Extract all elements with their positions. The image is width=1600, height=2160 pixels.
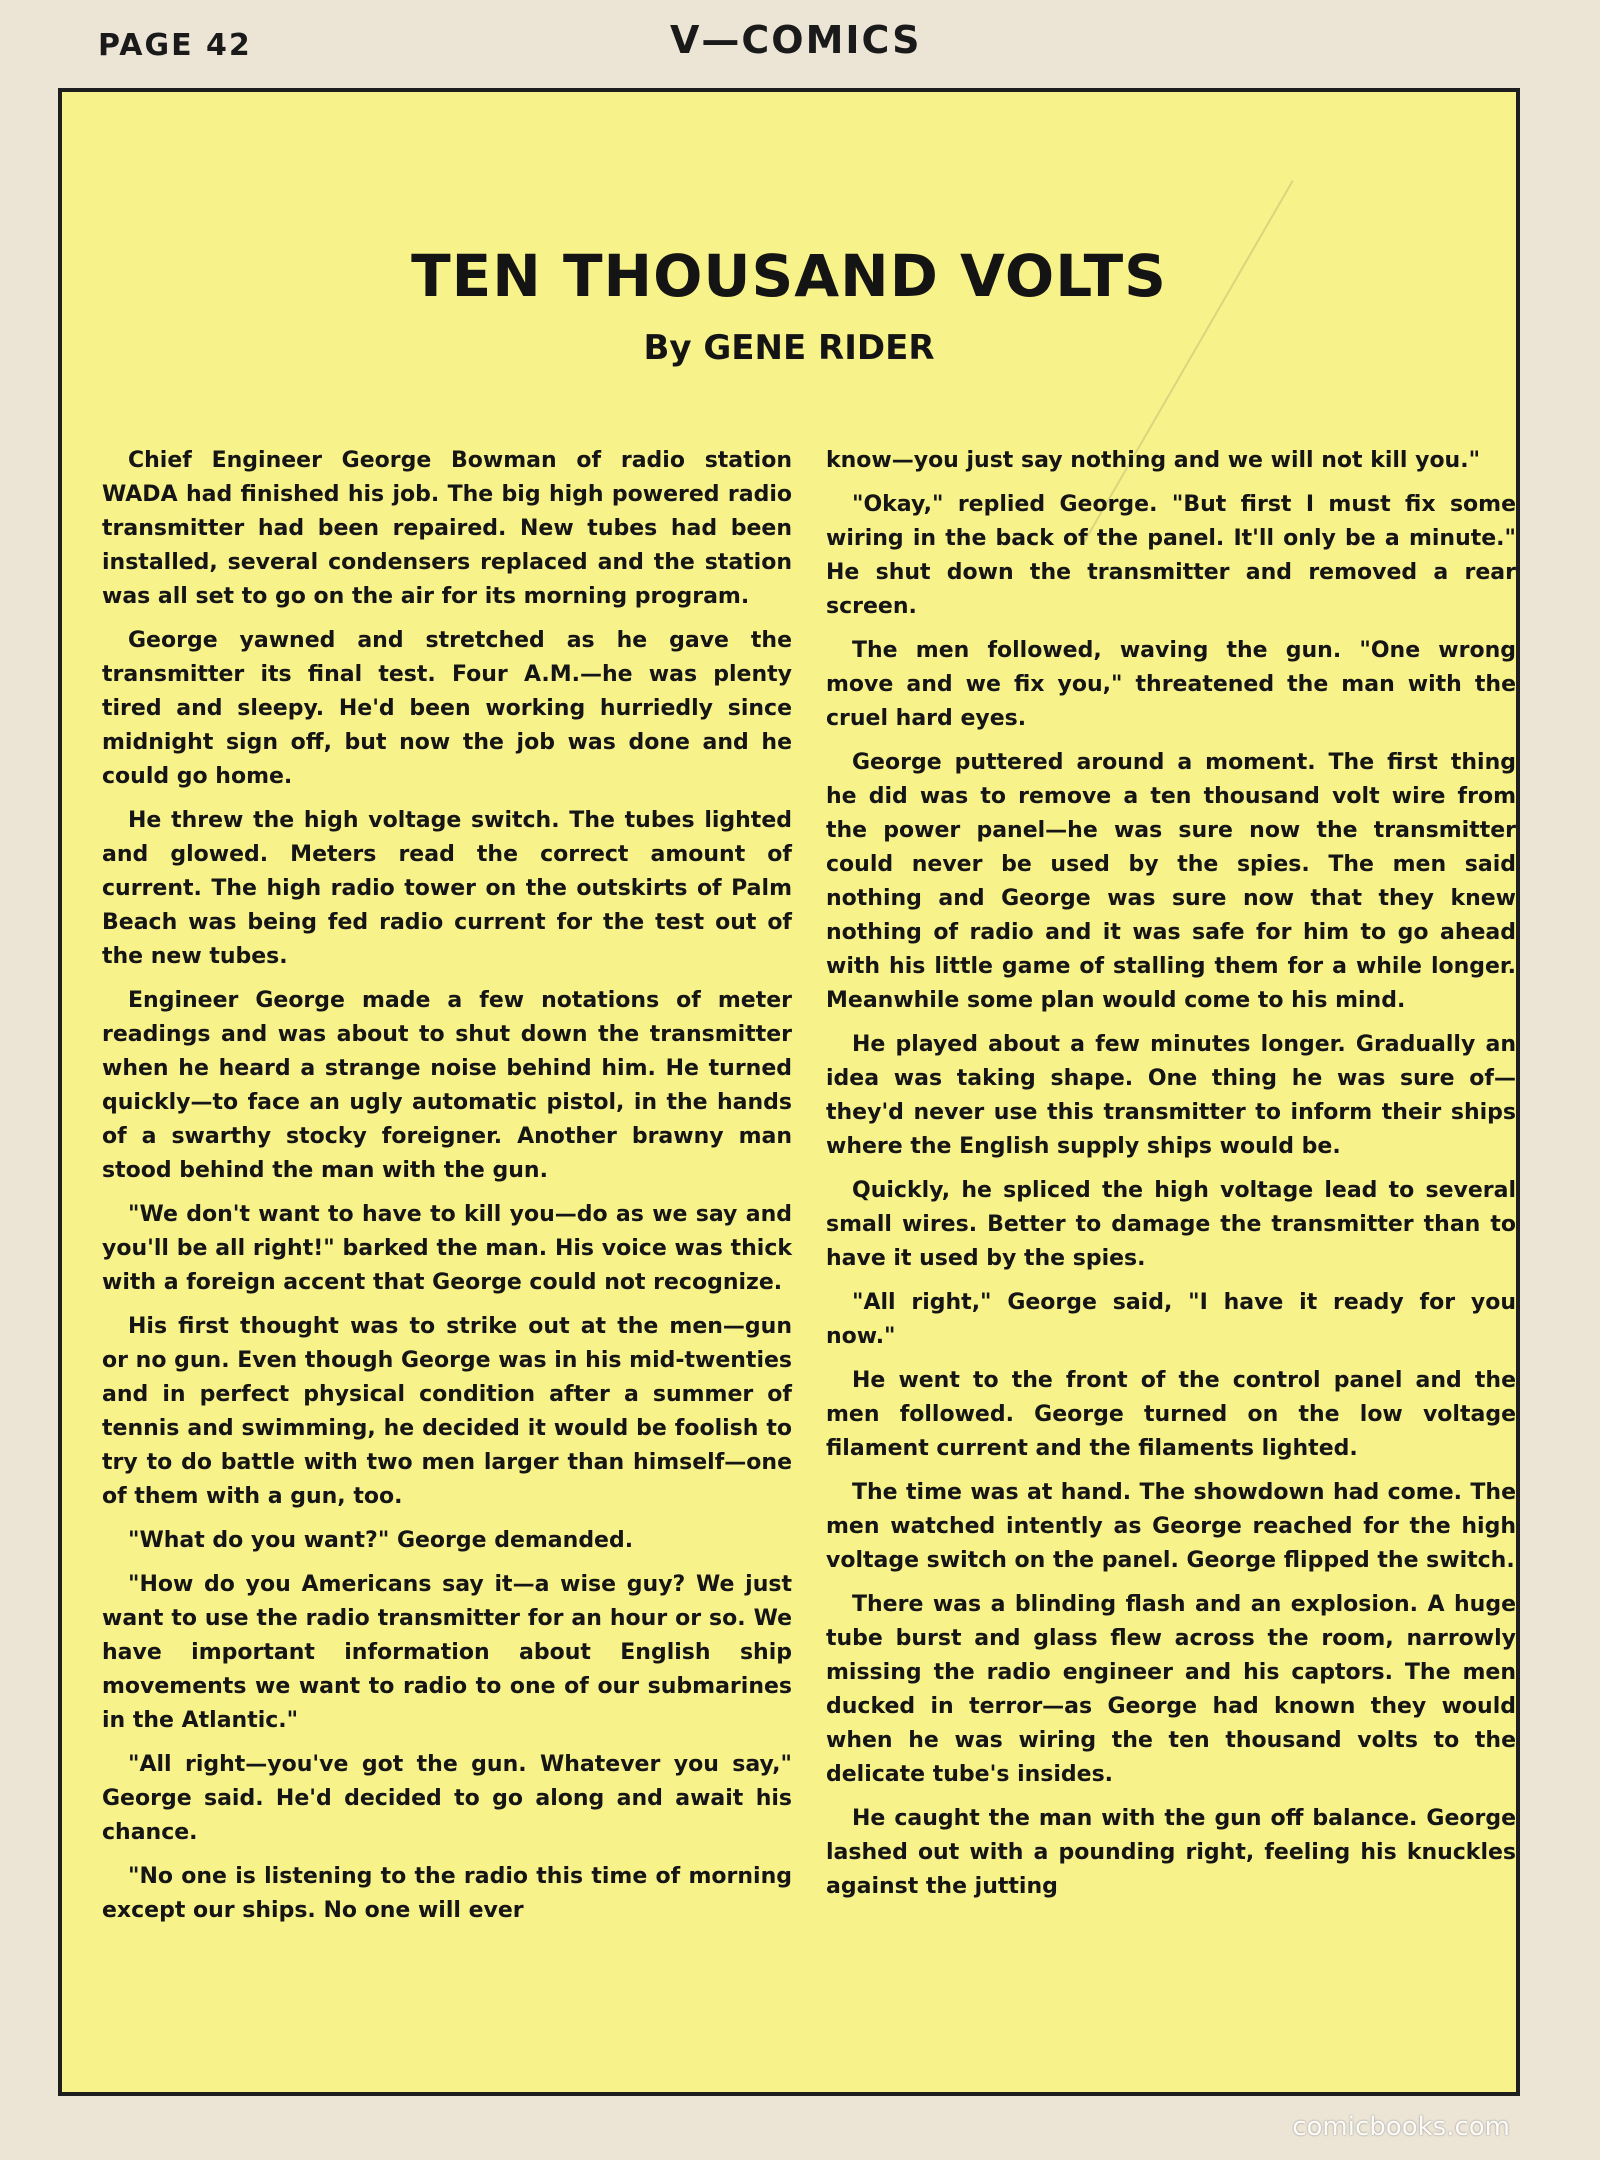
paragraph: "What do you want?" George demanded. bbox=[128, 1528, 634, 1553]
story-panel bbox=[58, 88, 1520, 2096]
magazine-title: V—COMICS bbox=[670, 18, 922, 62]
paragraph: The men followed, waving the gun. "One wrong move and we fix you," threatened the man with the cruel hard eyes. bbox=[826, 638, 1516, 731]
story-byline: By GENE RIDER bbox=[643, 328, 935, 368]
paragraph: He threw the high voltage switch. The tubes lighted and glowed. Meters read the correct amount of current. The high radio tower on the outskirts of Palm Beach was being fed radio current for the test out of the new tubes. bbox=[102, 808, 792, 969]
paragraph: His first thought was to strike out at the men—gun or no gun. Even though George was in his mid-twenties and in perfect physical condition after a summer of tennis and swimming, he decided it would be foolish to try to do battle with two men larger than himself—one of them with a gun, too. bbox=[102, 1314, 792, 1509]
paragraph: "All right—you've got the gun. Whatever you say," George said. He'd decided to go along and await his chance. bbox=[102, 1752, 792, 1845]
paragraph: "We don't want to have to kill you—do as we say and you'll be all right!" barked the man. His voice was thick with a foreign accent that George could not recognize. bbox=[102, 1202, 792, 1295]
paragraph: There was a blinding flash and an explosion. A huge tube burst and glass flew across the room, narrowly missing the radio engineer and his captors. The men ducked in terror—as George had known they would when he was wiring the ten thousand volts to the delicate tube's insides. bbox=[826, 1592, 1516, 1787]
paragraph: George puttered around a moment. The first thing he did was to remove a ten thousand volt wire from the power panel—he was sure now the transmitter could never be used by the spies. The men said nothing and George was sure now that they knew nothing of radio and it was safe for him to go ahead with his little game of stalling them for a while longer. Meanwhile some plan would come to his mind. bbox=[826, 750, 1516, 1013]
right-column bbox=[826, 444, 1516, 1914]
paragraph: George yawned and stretched as he gave the transmitter its final test. Four A.M.—he was plenty tired and sleepy. He'd been working hurriedly since midnight sign off, but now the job was done and he could go home. bbox=[102, 628, 792, 789]
paragraph: "No one is listening to the radio this time of morning except our ships. No one will ever bbox=[102, 1864, 792, 1923]
paragraph: Chief Engineer George Bowman of radio station WADA had finished his job. The big high powered radio transmitter had been repaired. New tubes had been installed, several condensers replaced and the station was all set to go on the air for its morning program. bbox=[102, 448, 792, 609]
paragraph-continued: know—you just say nothing and we will not kill you." bbox=[826, 448, 1481, 473]
paragraph: He caught the man with the gun off balance. George lashed out with a pounding right, feeling his knuckles against the jutting bbox=[826, 1806, 1516, 1899]
page-number: PAGE 42 bbox=[98, 28, 252, 63]
left-column bbox=[102, 444, 792, 1938]
paragraph: He went to the front of the control panel and the men followed. George turned on the low voltage filament current and the filaments lighted. bbox=[826, 1368, 1516, 1461]
paragraph: "All right," George said, "I have it ready for you now." bbox=[826, 1290, 1516, 1349]
paragraph: "How do you Americans say it—a wise guy? We just want to use the radio transmitter for an hour or so. We have important information about English ship movements we want to radio to one of our submarines in the Atlantic." bbox=[102, 1572, 792, 1733]
paragraph: Engineer George made a few notations of meter readings and was about to shut down the transmitter when he heard a strange noise behind him. He turned quickly—to face an ugly automatic pistol, in the hands of a swarthy stocky foreigner. Another brawny man stood behind the man with the gun. bbox=[102, 988, 792, 1183]
page-header bbox=[0, 18, 1600, 68]
paragraph: The time was at hand. The showdown had come. The men watched intently as George reached for the high voltage switch on the panel. George flipped the switch. bbox=[826, 1480, 1516, 1573]
paragraph: "Okay," replied George. "But first I must fix some wiring in the back of the panel. It'll only be a minute." He shut down the transmitter and removed a rear screen. bbox=[826, 492, 1516, 619]
site-watermark: comicbooks.com bbox=[1292, 2112, 1510, 2142]
story-title: TEN THOUSAND VOLTS bbox=[411, 242, 1167, 310]
paragraph: He played about a few minutes longer. Gradually an idea was taking shape. One thing he was sure of—they'd never use this transmitter to inform their ships where the English supply ships would be. bbox=[826, 1032, 1516, 1159]
paragraph: Quickly, he spliced the high voltage lead to several small wires. Better to damage the transmitter than to have it used by the spies. bbox=[826, 1178, 1516, 1271]
